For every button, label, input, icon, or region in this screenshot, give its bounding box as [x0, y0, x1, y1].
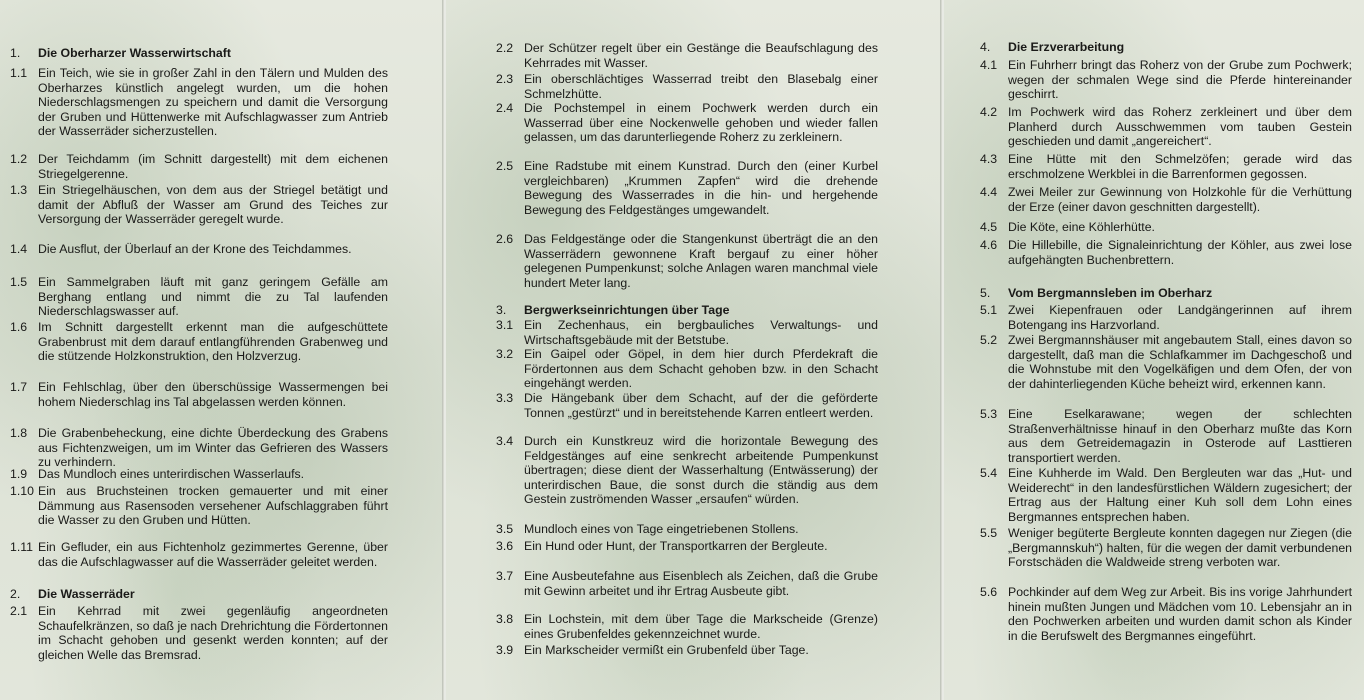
list-item: [10, 275, 388, 319]
item-number: 3.6: [496, 539, 514, 553]
list-item: [496, 612, 878, 641]
section-heading: [10, 587, 388, 602]
list-item: [980, 333, 1352, 391]
item-number: 1.3: [10, 183, 28, 197]
list-item: [980, 220, 1352, 235]
list-item: [10, 152, 388, 181]
item-text: Im Schnitt dargestellt erkennt man die aufgeschüttete Grabenbrust mit dem darauf entlangführenden Grabenweg und die stützende Holzkonstruktion, den Holzverzug.: [38, 320, 388, 364]
item-text: Durch ein Kunstkreuz wird die horizontale Bewegung des Feldgestänges auf eine senkrecht arbeitende Pumpenkunst übertragen; diese dient der Wasserhaltung (Entwässerung) der unterirdischen Baue, die sonst durch die ständig aus dem Gestein zuströmenden Wasser „ersaufen“ würden.: [524, 434, 878, 507]
list-item: [496, 643, 878, 658]
section-heading: [496, 303, 878, 318]
item-number: 2.2: [496, 41, 514, 55]
item-number: 3.5: [496, 522, 514, 536]
list-item: [496, 318, 878, 347]
item-text: Die Pochstempel in einem Pochwerk werden durch ein Wasserrad über eine Nockenwelle gehoben und wieder fallen gelassen, um das darunterliegende Roherz zu zerkleinern.: [524, 101, 878, 145]
item-text: Weniger begüterte Bergleute konnten dagegen nur Ziegen (die „Bergmannskuh“) halten, für die wegen der damit verbundenen Forstschäden die Waldweide streng verboten war.: [1008, 526, 1352, 570]
item-text: Eine Radstube mit einem Kunstrad. Durch den (einer Kurbel vergleichbaren) „Krummen Zapfen“ wird die drehende Bewegung des Wasserrades in die hin- und hergehende Bewegung des Feldgestänges umgewandelt.: [524, 159, 878, 217]
item-number: 3.8: [496, 612, 514, 626]
item-text: Der Schützer regelt über ein Gestänge die Beaufschlagung des Kehrrades mit Wasser.: [524, 41, 878, 70]
item-text: Zwei Kiepenfrauen oder Landgängerinnen auf ihrem Botengang ins Harzvorland.: [1008, 303, 1352, 332]
item-text: Ein Fuhrherr bringt das Roherz von der Grube zum Pochwerk; wegen der schmalen Wege sind die Pferde hintereinander geschirrt.: [1008, 58, 1352, 102]
item-number: 3.9: [496, 643, 514, 657]
item-number: 5.1: [980, 303, 998, 317]
item-number: 4.6: [980, 238, 998, 252]
list-item: [10, 380, 388, 409]
item-text: Die Ausflut, der Überlauf an der Krone des Teichdammes.: [38, 242, 352, 256]
panel-right: [944, 0, 1364, 700]
item-text: Die Hillebille, die Signaleinrichtung der Köhler, aus zwei lose aufgehängten Buchenbrettern.: [1008, 238, 1352, 267]
item-text: Bergwerkseinrichtungen über Tage: [524, 303, 730, 317]
list-item: [10, 242, 388, 257]
section-heading: [980, 40, 1352, 55]
item-text: Der Teichdamm (im Schnitt dargestellt) mit dem eichenen Striegelgerenne.: [38, 152, 388, 181]
list-item: [10, 426, 388, 470]
item-number: 1.4: [10, 242, 28, 256]
item-number: 1.1: [10, 66, 28, 80]
list-item: [10, 484, 388, 528]
item-text: Ein Sammelgraben läuft mit ganz geringem Gefälle am Berghang entlang und nimmt die zu Tal laufenden Niederschlagswasser auf.: [38, 275, 388, 319]
list-item: [496, 72, 878, 101]
item-text: Ein Markscheider vermißt ein Grubenfeld über Tage.: [524, 643, 809, 657]
item-text: Ein Lochstein, mit dem über Tage die Markscheide (Grenze) eines Grubenfeldes gekennzeichnet wurde.: [524, 612, 878, 641]
item-number: 5.4: [980, 466, 998, 480]
item-number: 1.9: [10, 467, 28, 481]
section-heading: [10, 46, 388, 61]
section-heading: [980, 286, 1352, 301]
list-item: [980, 526, 1352, 570]
item-number: 2.6: [496, 232, 514, 246]
item-number: 5.: [980, 286, 991, 300]
item-number: 4.: [980, 40, 991, 54]
item-text: Zwei Bergmannshäuser mit angebautem Stall, eines davon so dargestellt, daß man die Schlafkammer im Dachgeschoß und die Wohnstube mit den Vogelkäfigen und dem Ofen, der von der dahinterliegenden Küche beheizt wird, erkennen kann.: [1008, 333, 1352, 391]
item-number: 2.5: [496, 159, 514, 173]
item-text: Eine Ausbeutefahne aus Eisenblech als Zeichen, daß die Grube mit Gewinn arbeitet und ihr Ertrag Ausbeute gibt.: [524, 569, 878, 598]
list-item: [496, 434, 878, 507]
item-text: Die Oberharzer Wasserwirtschaft: [38, 46, 231, 60]
list-item: [496, 539, 878, 554]
item-text: Die Erzverarbeitung: [1008, 40, 1125, 54]
item-text: Ein aus Bruchsteinen trocken gemauerter und mit einer Dämmung aus Rasensoden versehener Aufschlaggraben führt die Wasser zu den Gruben und Hütten.: [38, 484, 388, 528]
list-item: [10, 66, 388, 139]
item-number: 2.3: [496, 72, 514, 86]
list-item: [980, 58, 1352, 102]
list-item: [496, 101, 878, 145]
list-item: [980, 185, 1352, 214]
item-text: Im Pochwerk wird das Roherz zerkleinert und über dem Planherd durch Ausschwemmen vom tauben Gestein geschieden und damit „angereichert“.: [1008, 105, 1352, 149]
item-text: Die Hängebank über dem Schacht, auf der die geförderte Tonnen „gestürzt“ und in bereitstehende Karren entleert werden.: [524, 391, 878, 420]
list-item: [980, 407, 1352, 465]
item-text: Ein Zechenhaus, ein bergbauliches Verwaltungs- und Wirtschaftsgebäude mit der Betstube.: [524, 318, 878, 347]
list-item: [980, 466, 1352, 524]
item-text: Zwei Meiler zur Gewinnung von Holzkohle für die Verhüttung der Erze (einer davon geschnitten dargestellt).: [1008, 185, 1352, 214]
panel-left: [0, 0, 442, 700]
item-text: Ein Hund oder Hunt, der Transportkarren der Bergleute.: [524, 539, 828, 553]
item-number: 2.1: [10, 604, 28, 618]
list-item: [10, 320, 388, 364]
list-item: [496, 391, 878, 420]
item-number: 2.4: [496, 101, 514, 115]
item-number: 3.4: [496, 434, 514, 448]
item-number: 5.6: [980, 585, 998, 599]
list-item: [496, 347, 878, 391]
list-item: [980, 303, 1352, 332]
item-number: 3.: [496, 303, 507, 317]
item-number: 4.4: [980, 185, 998, 199]
item-number: 3.3: [496, 391, 514, 405]
item-text: Das Mundloch eines unterirdischen Wasserlaufs.: [38, 467, 305, 481]
item-text: Ein Teich, wie sie in großer Zahl in den Tälern und Mulden des Oberharzes künstlich angelegt wurden, um die hohen Niederschlagsmengen zu speichern und damit die Versorgung der Gruben und Hüttenwerke mit Aufschlagwasser zum Antrieb der Wasserräder sicherzustellen.: [38, 66, 388, 139]
item-number: 3.7: [496, 569, 514, 583]
item-number: 1.7: [10, 380, 28, 394]
list-item: [980, 105, 1352, 149]
item-number: 1.2: [10, 152, 28, 166]
item-number: 3.2: [496, 347, 514, 361]
item-text: Eine Hütte mit den Schmelzöfen; gerade wird das erschmolzene Werkblei in die Barrenformen gegossen.: [1008, 152, 1352, 181]
item-number: 4.2: [980, 105, 998, 119]
item-number: 5.2: [980, 333, 998, 347]
item-number: 1.: [10, 46, 21, 60]
item-text: Eine Kuhherde im Wald. Den Bergleuten war das „Hut- und Weiderecht“ in den landesfürstlichen Wäldern zugesichert; der Ertrag aus der Haltung einer Kuh soll dem Lohn eines Bergmannes entsprechen haben.: [1008, 466, 1352, 524]
item-number: 3.1: [496, 318, 514, 332]
item-text: Pochkinder auf dem Weg zur Arbeit. Bis ins vorige Jahrhundert hinein mußten Jungen und Mädchen vom 10. Lebensjahr an in den Pochwerken arbeiten und wurden damit schon als Kinder in die Berufswelt des Bergmannes eingeführt.: [1008, 585, 1352, 643]
item-text: Ein oberschlächtiges Wasserrad treibt den Blasebalg einer Schmelzhütte.: [524, 72, 878, 101]
list-item: [496, 41, 878, 70]
item-text: Ein Kehrrad mit zwei gegenläufig angeordneten Schaufelkränzen, so daß je nach Drehrichtung die Fördertonnen im Schacht gehoben und gesenkt werden konnten; auf der gleichen Welle das Bremsrad.: [38, 604, 388, 662]
item-number: 4.5: [980, 220, 998, 234]
item-text: Die Grabenbeheckung, eine dichte Überdeckung des Grabens aus Fichtenzweigen, um im Winter das Gefrieren des Wassers zu verhindern.: [38, 426, 388, 470]
item-number: 1.11: [10, 540, 34, 554]
list-item: [10, 540, 388, 569]
item-text: Die Wasserräder: [38, 587, 135, 601]
item-number: 1.8: [10, 426, 28, 440]
item-text: Ein Striegelhäuschen, von dem aus der Striegel betätigt und damit der Abfluß der Wasser am Grund des Teiches zur Versorgung der Wasserräder geregelt wurde.: [38, 183, 388, 227]
list-item: [10, 183, 388, 227]
list-item: [10, 604, 388, 662]
item-number: 2.: [10, 587, 21, 601]
item-text: Das Feldgestänge oder die Stangenkunst überträgt die an den Wasserrädern gewonnene Kraft bergauf zu einer höher gelegenen Pumpenkunst; solche Anlagen waren manchmal viele hundert Meter lang.: [524, 232, 878, 290]
item-text: Eine Eselkarawane; wegen der schlechten Straßenverhältnisse hinauf in den Oberharz mußte das Korn aus dem Getreidemagazin in Osterode auf Lasttieren transportiert werden.: [1008, 407, 1352, 465]
list-item: [10, 467, 388, 482]
list-item: [980, 238, 1352, 267]
list-item: [496, 522, 878, 537]
list-item: [496, 232, 878, 290]
list-item: [980, 585, 1352, 643]
item-number: 1.6: [10, 320, 28, 334]
list-item: [496, 569, 878, 598]
item-number: 4.3: [980, 152, 998, 166]
item-text: Mundloch eines von Tage eingetriebenen Stollens.: [524, 522, 799, 536]
item-text: Ein Gaipel oder Göpel, in dem hier durch Pferdekraft die Fördertonnen aus dem Schacht gehoben bzw. in den Schacht eingehängt werden.: [524, 347, 878, 391]
list-item: [496, 159, 878, 217]
item-text: Ein Gefluder, ein aus Fichtenholz gezimmertes Gerenne, über das die Aufschlagwasser auf die Wasserräder geleitet werden.: [38, 540, 388, 569]
item-number: 5.5: [980, 526, 998, 540]
item-number: 1.10: [10, 484, 34, 498]
list-item: [980, 152, 1352, 181]
item-number: 5.3: [980, 407, 998, 421]
item-text: Vom Bergmannsleben im Oberharz: [1008, 286, 1213, 300]
panel-middle: [446, 0, 940, 700]
item-number: 4.1: [980, 58, 998, 72]
item-number: 1.5: [10, 275, 28, 289]
item-text: Ein Fehlschlag, über den überschüssige Wassermengen bei hohem Niederschlag ins Tal abgelassen werden können.: [38, 380, 388, 409]
item-text: Die Köte, eine Köhlerhütte.: [1008, 220, 1155, 234]
